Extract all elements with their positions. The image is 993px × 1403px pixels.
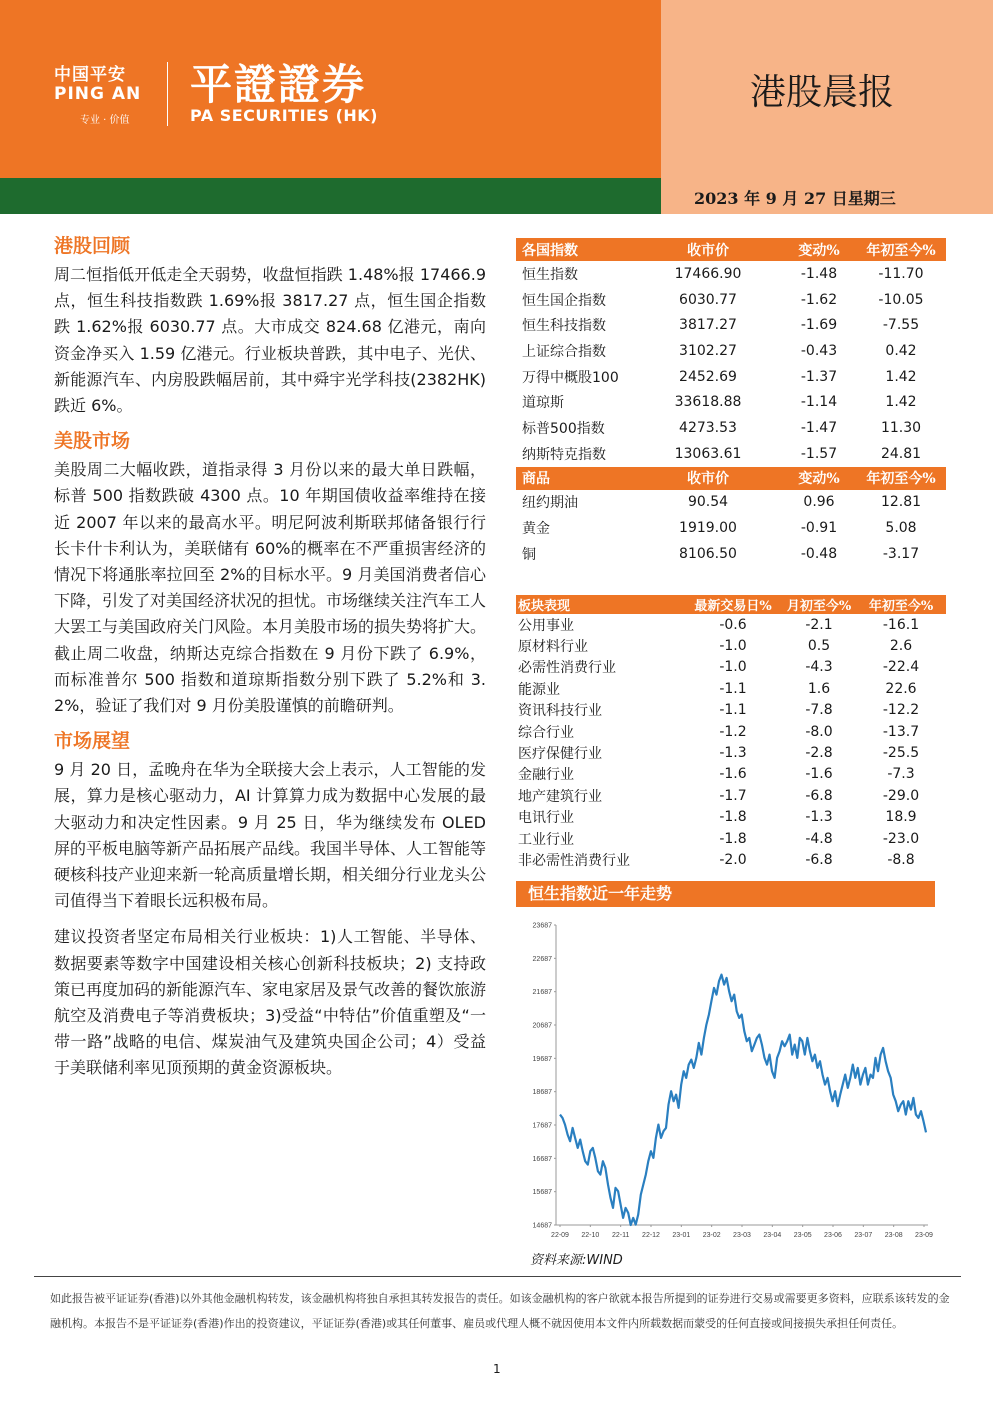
x-tick-label: 22-09 (551, 1232, 569, 1239)
table-row (516, 807, 946, 828)
latest-value: -1.1 (719, 702, 747, 719)
change-value: -0.43 (800, 342, 838, 359)
table-row (516, 785, 946, 806)
mtd-value: -1.3 (805, 809, 833, 826)
mtd-value: 0.5 (807, 638, 831, 655)
ytd-value: 2.6 (889, 638, 913, 655)
ytd-value: -16.1 (882, 616, 920, 633)
ytd-value: -12.2 (882, 702, 920, 719)
row-label: 黄金 (522, 521, 550, 538)
header-cell: 变动% (782, 467, 856, 490)
latest-value: -1.2 (719, 723, 747, 740)
table-row (516, 541, 946, 567)
page-number: 1 (493, 1362, 501, 1376)
row-label: 公用事业 (518, 617, 574, 634)
close-value: 90.54 (687, 494, 729, 511)
x-tick-label: 23-02 (702, 1232, 721, 1239)
table-row (516, 287, 946, 313)
index-table (516, 238, 946, 567)
section-title: 市场展望 (54, 730, 131, 753)
header-cell: 月初至今% (782, 595, 856, 614)
row-label: 电讯行业 (518, 810, 574, 827)
y-tick-label: 20687 (532, 1022, 552, 1030)
ytd-value: 0.42 (885, 342, 917, 359)
x-tick-label: 22-12 (642, 1232, 660, 1239)
report-date: 2023 年 9 月 27 日星期三 (694, 189, 896, 208)
mtd-value: -6.8 (805, 787, 833, 804)
latest-value: -0.6 (719, 616, 747, 633)
close-value: 6030.77 (679, 291, 737, 308)
footer-divider (34, 1276, 961, 1277)
header-cell: 各国指数 (516, 238, 634, 261)
table-row (516, 515, 946, 541)
table-row (516, 614, 946, 635)
y-tick-label: 17687 (532, 1122, 552, 1130)
ytd-value: -11.70 (878, 265, 924, 282)
ytd-value: 5.08 (885, 520, 917, 537)
close-value: 2452.69 (679, 368, 737, 385)
section-paragraph: 美股周二大幅收跌，道指录得 3 月份以来的最大单日跌幅，标普 500 指数跌破 4300 点。10 年期国债收益率维持在接近 2007 年以来的最高水平。明尼阿波利斯联邦储备银行行长卡什卡利认为，美联储有 60%的概率在不严重损害经济的情况下将通胀率拉回至 2%的目标水平。9 月美国消费者信心下降，引发了对美国经济状况的担忧。市场继续关注汽车工人大罢工与美国政府关门风险。本月美股市场的损失势将扩大。截止周二收盘，纳斯达克综合指数在 9 月份下跌了 6.9%，而标准普尔 500 指数和道琼斯指数分别下跌了 5.2%和 3.2%，验证了我们对 9 月份美股谨慎的前瞻研判。 (54, 460, 487, 716)
table-row (516, 849, 946, 870)
row-label: 道琼斯 (522, 395, 564, 412)
ytd-value: -10.05 (878, 291, 924, 308)
row-label: 医疗保健行业 (518, 746, 602, 763)
mtd-value: -2.1 (805, 616, 833, 633)
x-tick-label: 23-03 (733, 1232, 751, 1239)
mtd-value: -6.8 (805, 851, 833, 868)
pingan-logo-cn: 中国平安 (54, 65, 126, 85)
close-value: 3817.27 (679, 317, 737, 334)
change-value: -0.48 (800, 545, 838, 562)
change-value: -1.37 (800, 368, 838, 385)
ytd-value: 11.30 (880, 419, 922, 436)
y-tick-label: 18687 (532, 1089, 552, 1097)
latest-value: -1.0 (719, 638, 747, 655)
table-row (516, 742, 946, 763)
header-cell: 商品 (516, 467, 634, 490)
close-value: 33618.88 (674, 394, 742, 411)
table-header-row (516, 238, 946, 261)
close-value: 17466.90 (674, 265, 742, 282)
x-tick-label: 23-06 (824, 1232, 842, 1239)
table-row (516, 635, 946, 656)
logo-divider (167, 62, 168, 126)
brand-name-en: PA SECURITIES (HK) (190, 106, 378, 125)
logo-slogan: 专业 · 价值 (80, 115, 130, 126)
table-header-row (516, 595, 946, 614)
latest-value: -1.3 (719, 745, 747, 762)
table-row (516, 764, 946, 785)
x-tick-label: 22-10 (581, 1232, 600, 1239)
row-label: 上证综合指数 (522, 343, 606, 360)
disclaimer-text: 如此报告被平证证券(香港)以外其他金融机构转发，该金融机构将独自承担其转发报告的责任。如该金融机构的客户欲就本报告所提到的证券进行交易或需要更多资料，应联系该转发的金融机构。本报告不是平证证券(香港)作出的投资建议，平证证券(香港)或其任何董事、雇员或代理人概不就因使用本文件内所载数据而蒙受的任何直接或间接损失承担任何责任。 (50, 1292, 950, 1330)
latest-value: -1.6 (719, 766, 747, 783)
mtd-value: 1.6 (807, 680, 831, 697)
header-cell: 板块表现 (516, 595, 684, 614)
table-row (516, 415, 946, 441)
latest-value: -1.8 (719, 809, 747, 826)
change-value: -1.69 (800, 317, 838, 334)
row-label: 工业行业 (518, 831, 574, 848)
y-tick-label: 15687 (532, 1189, 552, 1197)
section-outlook (54, 729, 486, 1081)
table-row (516, 721, 946, 742)
x-tick-label: 23-04 (763, 1232, 782, 1239)
ytd-value: 24.81 (880, 445, 922, 462)
pingan-logo-en: PING AN (54, 84, 142, 104)
series-line (560, 975, 926, 1225)
row-label: 资讯科技行业 (518, 703, 602, 720)
y-tick-label: 14687 (532, 1222, 552, 1230)
x-tick-label: 23-08 (884, 1232, 903, 1239)
ytd-value: -22.4 (882, 659, 920, 676)
row-label: 必需性消费行业 (518, 660, 616, 677)
row-label: 原材料行业 (518, 639, 588, 656)
table-row (516, 261, 946, 287)
table-row (516, 828, 946, 849)
row-label: 金融行业 (518, 767, 574, 784)
row-label: 铜 (522, 546, 536, 563)
ytd-value: 18.9 (885, 809, 917, 826)
row-label: 纽约期油 (522, 495, 578, 512)
section-paragraph: 建议投资者坚定布局相关行业板块：1)人工智能、半导体、数据要素等数字中国建设相关核心创新科技板块；2) 支持政策已再度加码的新能源汽车、家电家居及景气改善的餐饮旅游航空及消费电子等消费板块；3)受益“中特估”价值重塑及“一带一路”战略的电信、煤炭油气及建筑央国企公司；4）受益于美联储利率见顶预期的黄金资源板块。 (54, 927, 487, 1078)
y-tick-label: 16687 (532, 1155, 552, 1163)
table-row (516, 389, 946, 415)
row-label: 恒生科技指数 (522, 318, 606, 335)
table-row (516, 657, 946, 678)
ytd-value: -23.0 (882, 830, 920, 847)
ytd-value: -3.17 (882, 545, 920, 562)
header-cell: 年初至今% (856, 467, 946, 490)
table-row (516, 338, 946, 364)
ytd-value: 1.42 (885, 394, 917, 411)
chart-source: 资料来源:WIND (530, 1253, 623, 1268)
ytd-value: -29.0 (882, 787, 920, 804)
mtd-value: -8.0 (805, 723, 833, 740)
section-paragraph: 周二恒指低开低走全天弱势，收盘恒指跌 1.48%报 17466.9 点，恒生科技指数跌 1.69%报 3817.27 点，恒生国企指数跌 1.62%报 6030.77 点。大市成交 824.68 亿港元，南向资金净买入 1.59 亿港元。行业板块普跌，其中电子、光伏、新能源汽车、内房股跌幅居前，其中舜宇光学科技(2382HK)跌近 6%。 (54, 265, 486, 416)
close-value: 13063.61 (674, 445, 742, 462)
latest-value: -1.0 (719, 659, 747, 676)
x-tick-label: 23-05 (793, 1232, 812, 1239)
chart-title: 恒生指数近一年走势 (516, 881, 935, 907)
latest-value: -1.1 (719, 680, 747, 697)
ytd-value: -8.8 (887, 851, 915, 868)
x-tick-label: 23-09 (915, 1232, 933, 1239)
mtd-value: -1.6 (805, 766, 833, 783)
change-value: -1.57 (800, 445, 838, 462)
row-label: 恒生国企指数 (522, 292, 606, 309)
header-cell: 最新交易日% (684, 595, 782, 614)
row-label: 能源业 (518, 681, 560, 698)
section-title: 港股回顾 (54, 235, 131, 257)
y-tick-label: 21687 (532, 989, 552, 997)
header-cell: 变动% (782, 238, 856, 261)
latest-value: -1.8 (719, 830, 747, 847)
brand-name-cn: 平證證券 (190, 60, 367, 109)
table-row (516, 312, 946, 338)
ytd-value: 1.42 (885, 368, 917, 385)
table-row (516, 441, 946, 467)
ytd-value: 22.6 (885, 680, 917, 697)
row-label: 纳斯特克指数 (522, 446, 606, 463)
ytd-value: 12.81 (880, 494, 922, 511)
chart-ticks (533, 923, 934, 1240)
commodity-header-row (516, 467, 946, 490)
mtd-value: -2.8 (805, 745, 833, 762)
close-value: 4273.53 (679, 419, 737, 436)
row-label: 万得中概股100 (522, 369, 619, 386)
mtd-value: -7.8 (805, 702, 833, 719)
header-cell: 年初至今% (856, 238, 946, 261)
table-row (516, 678, 946, 699)
latest-value: -2.0 (719, 851, 747, 868)
section-title: 美股市场 (54, 430, 131, 453)
x-tick-label: 22-11 (611, 1232, 630, 1239)
section-hk-review (54, 234, 486, 419)
ytd-value: -13.7 (882, 723, 920, 740)
sector-table (516, 595, 946, 871)
commentary-column (54, 234, 486, 1082)
row-label: 恒生指数 (522, 266, 578, 283)
header-cell: 收市价 (634, 238, 782, 261)
row-label: 标普500指数 (522, 420, 605, 437)
y-tick-label: 22687 (532, 955, 552, 963)
section-us-market (54, 429, 486, 719)
mtd-value: -4.3 (805, 659, 833, 676)
change-value: -1.48 (800, 265, 838, 282)
report-title: 港股晨报 (750, 72, 895, 113)
ytd-value: -25.5 (882, 745, 920, 762)
close-value: 8106.50 (679, 545, 737, 562)
change-value: 0.96 (803, 494, 835, 511)
chart-axes (556, 925, 928, 1225)
ytd-value: -7.55 (882, 317, 920, 334)
close-value: 3102.27 (679, 342, 737, 359)
table-row (516, 700, 946, 721)
y-tick-label: 19687 (532, 1055, 552, 1063)
chart-svg (516, 909, 936, 1245)
hsi-chart (516, 909, 936, 1245)
section-paragraph: 9 月 20 日，孟晚舟在华为全联接大会上表示，人工智能的发展，算力是核心驱动力，AI 计算算力成为数据中心发展的最大驱动力和决定性因素。9 月 25 日，华为继续发布 OLED 屏的平板电脑等新产品拓展产品线。我国半导体、人工智能等硬核科技产业迎来新一轮高质量增长期，相关细分行业龙头公司值得当下着眼长远积极布局。 (54, 760, 487, 911)
table-row (516, 364, 946, 390)
row-label: 地产建筑行业 (518, 788, 602, 805)
change-value: -1.62 (800, 291, 838, 308)
change-value: -1.47 (800, 419, 838, 436)
table-row (516, 490, 946, 516)
close-value: 1919.00 (679, 520, 737, 537)
header-cell: 收市价 (634, 467, 782, 490)
header-cell: 年初至今% (856, 595, 946, 614)
change-value: -1.14 (800, 394, 838, 411)
x-tick-label: 23-01 (672, 1232, 691, 1239)
x-tick-label: 23-07 (854, 1232, 873, 1239)
row-label: 综合行业 (518, 724, 574, 741)
row-label: 非必需性消费行业 (518, 852, 630, 869)
y-tick-label: 23687 (532, 922, 552, 930)
latest-value: -1.7 (719, 787, 747, 804)
change-value: -0.91 (800, 520, 838, 537)
ytd-value: -7.3 (887, 766, 915, 783)
mtd-value: -4.8 (805, 830, 833, 847)
